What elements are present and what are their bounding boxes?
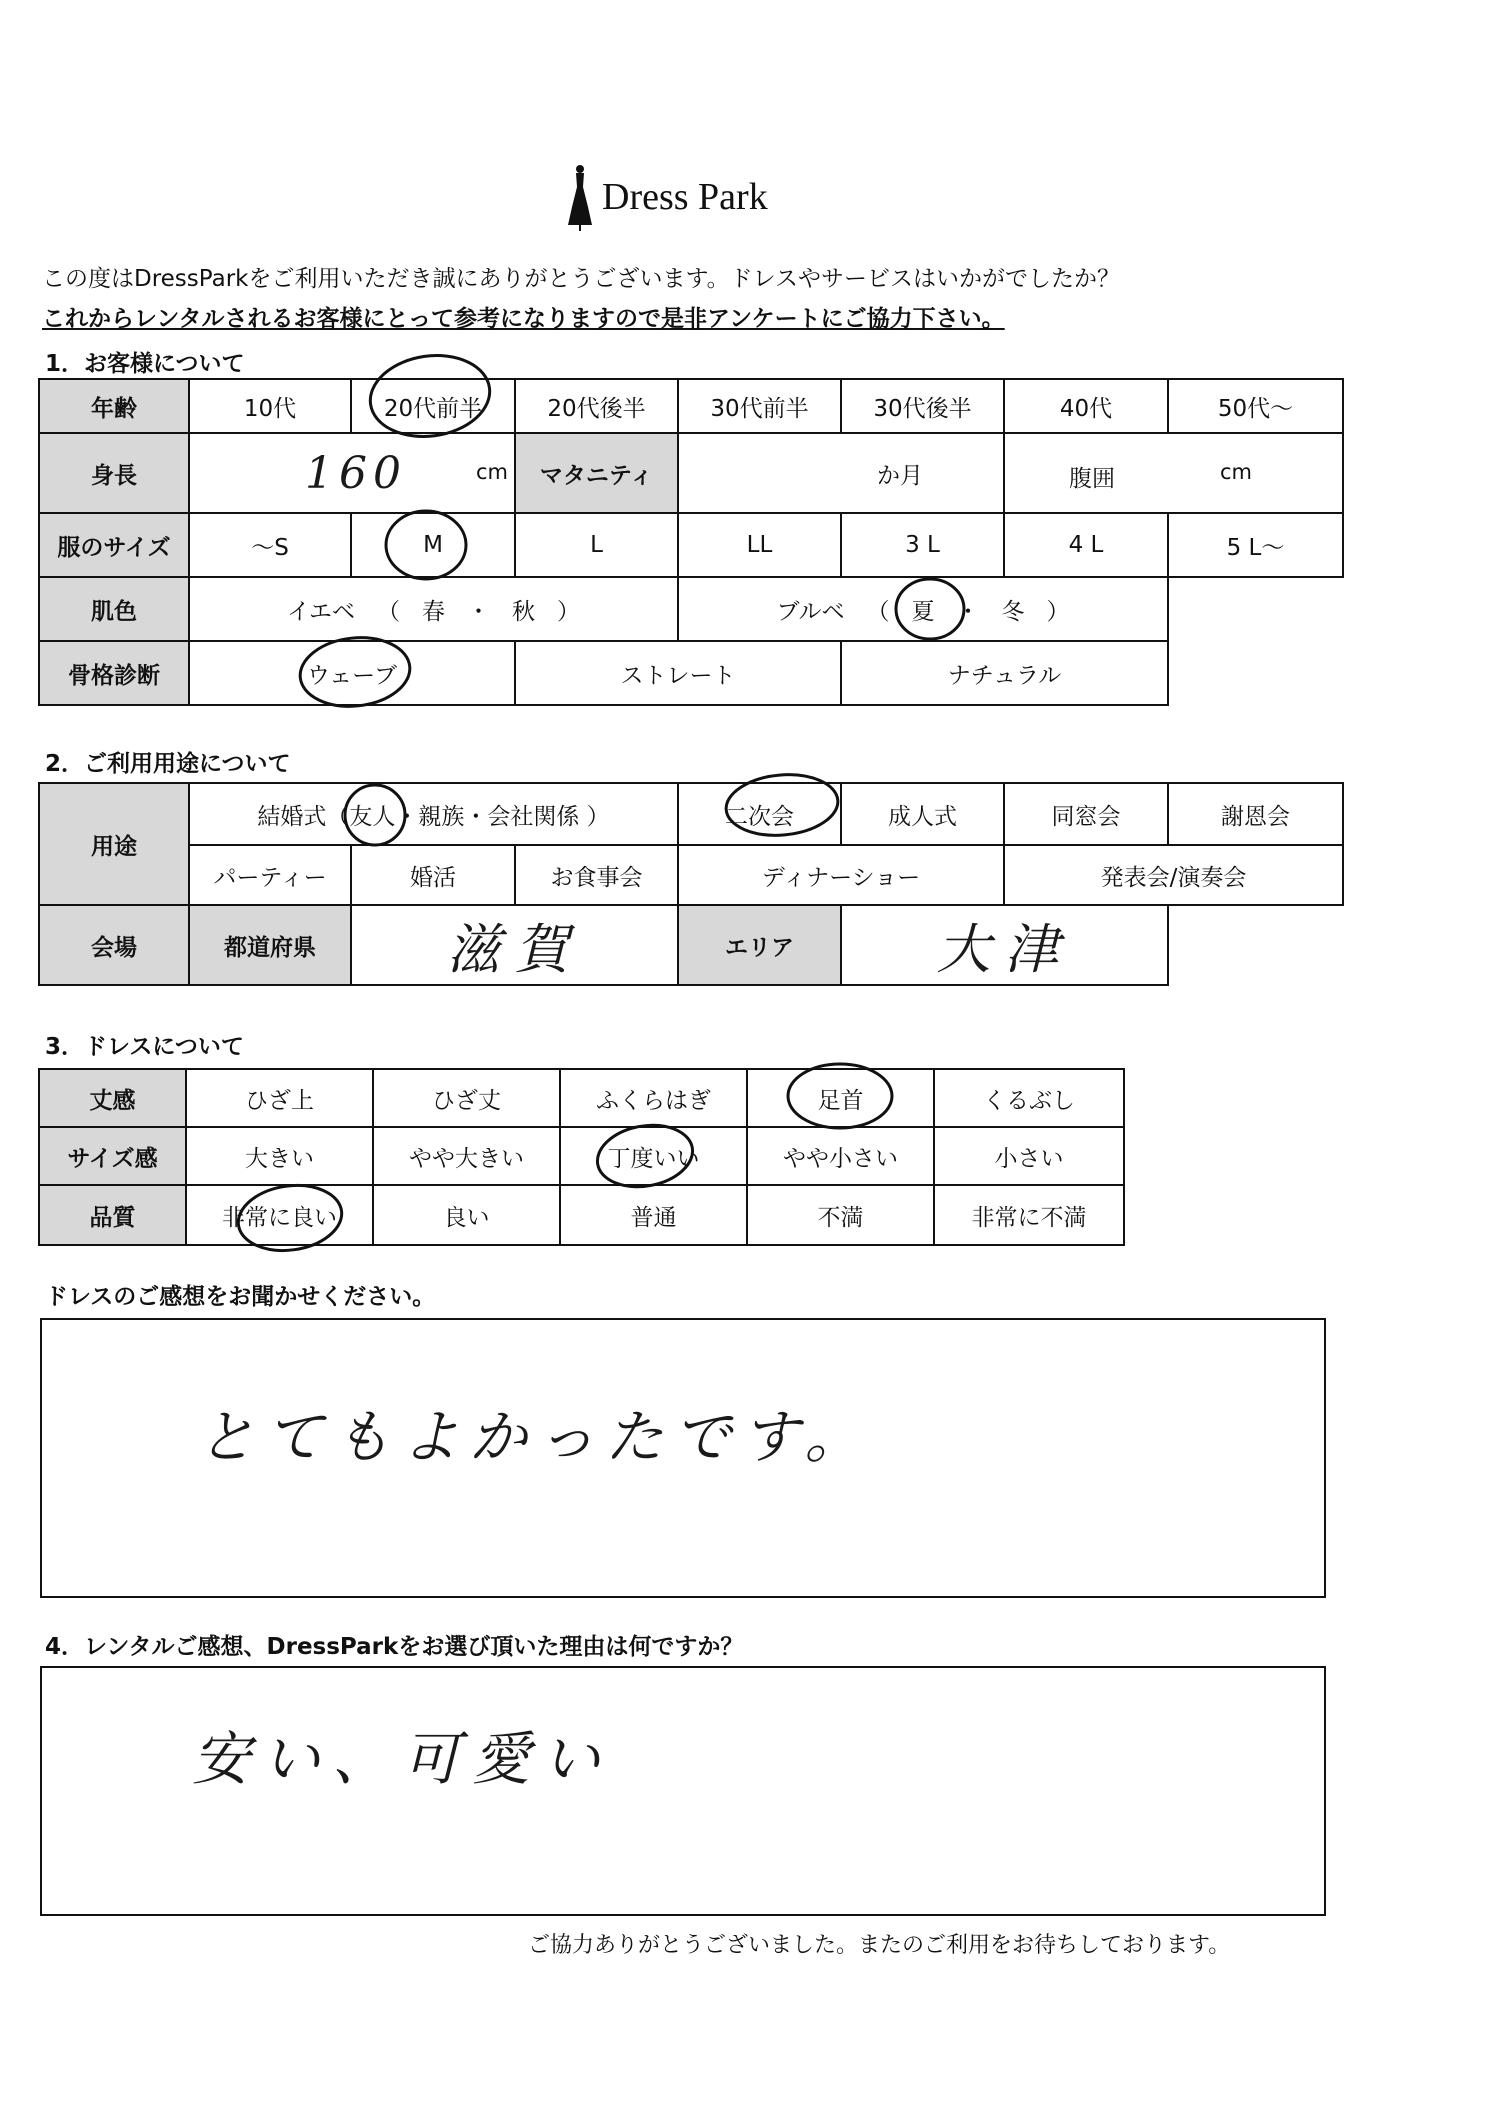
age-option[interactable]: 50代～ [1168,379,1343,433]
wedding-cell[interactable] [189,783,678,845]
intro-line-2: これからレンタルされるお客様にとって参考になりますので是非アンケートにご協力下さい。 [42,306,1005,332]
fit-row [39,1127,1124,1185]
length-label: 丈感 [39,1069,186,1127]
purpose-option[interactable]: 同窓会 [1004,783,1168,845]
dress-icon [566,163,594,233]
quality-option[interactable]: 非常に不満 [934,1185,1124,1245]
wedding-prefix: 結婚式（ [257,803,350,830]
section-3-title: 3．ドレスについて [45,1034,244,1060]
quality-option[interactable]: 良い [373,1185,560,1245]
wedding-friend[interactable]: 友人 [349,803,396,830]
quality-label: 品質 [39,1185,186,1245]
maternity-months-field[interactable] [678,433,1004,513]
height-value: 160 [305,448,407,499]
height-field[interactable] [189,433,515,513]
venue-label: 会場 [39,905,189,985]
frame-option[interactable]: ストレート [515,641,841,705]
maternity-label: マタニティ [515,433,678,513]
length-option[interactable]: ひざ上 [186,1069,373,1127]
area-field[interactable] [841,905,1168,985]
dress-impression-box[interactable] [40,1318,1326,1598]
wedding-rest: ・親族・会社関係 ） [395,803,610,830]
height-unit: cm [475,460,508,484]
dress-impression-answer: とてもよかったです。 [197,1403,873,1471]
section-1-title: 1．お客様について [45,351,245,377]
purpose-row-1 [39,783,1343,845]
belly-unit: cm [1219,460,1252,484]
empty-cell [1168,641,1343,705]
logo-text: Dress Park [602,176,768,218]
season-separator: ・ [467,598,491,625]
prefecture-field[interactable] [351,905,678,985]
size-option[interactable]: ～S [189,513,351,577]
size-option[interactable]: 3 L [841,513,1004,577]
size-option[interactable]: L [515,513,678,577]
yellow-base-cell[interactable] [189,577,678,641]
fit-option[interactable]: やや小さい [747,1127,934,1185]
fit-option[interactable]: 小さい [934,1127,1124,1185]
quality-option[interactable]: 普通 [560,1185,747,1245]
footer-thanks: ご協力ありがとうございました。またのご利用をお待ちしております。 [528,1933,1231,1958]
section-2-title: 2．ご利用用途について [45,751,291,777]
paren-open: （ [377,598,401,625]
reason-box[interactable] [40,1666,1326,1916]
season-separator: ・ [956,598,980,625]
frame-row [39,641,1343,705]
age-option[interactable]: 20代前半 [351,379,515,433]
height-row [39,433,1343,513]
quality-row [39,1185,1124,1245]
prefecture-value: 滋賀 [446,917,583,981]
purpose-option[interactable]: 成人式 [841,783,1004,845]
belly-field[interactable] [1004,433,1343,513]
prefecture-label: 都道府県 [189,905,351,985]
month-unit: か月 [877,462,923,489]
paren-close: ） [1046,598,1070,625]
empty-cell [1168,905,1343,985]
paren-close: ） [557,598,581,625]
fit-option[interactable]: 丁度いい [560,1127,747,1185]
purpose-option[interactable]: ディナーショー [678,845,1004,905]
purpose-row-2 [39,845,1343,905]
dresspark-logo [566,163,796,233]
size-label: 服のサイズ [39,513,189,577]
paren-open: （ [866,598,890,625]
size-option[interactable]: LL [678,513,841,577]
purpose-option[interactable]: お食事会 [515,845,678,905]
size-option[interactable]: 5 L～ [1168,513,1343,577]
quality-option[interactable]: 不満 [747,1185,934,1245]
age-option[interactable]: 20代後半 [515,379,678,433]
season-summer[interactable]: 夏 [911,598,935,625]
skin-label: 肌色 [39,577,189,641]
frame-label: 骨格診断 [39,641,189,705]
season-autumn[interactable]: 秋 [512,598,536,625]
length-option[interactable]: 足首 [747,1069,934,1127]
frame-option[interactable]: ウェーブ [189,641,515,705]
venue-row [39,905,1343,985]
length-row [39,1069,1124,1127]
age-option[interactable]: 30代前半 [678,379,841,433]
purpose-option[interactable]: 謝恩会 [1168,783,1343,845]
frame-option[interactable]: ナチュラル [841,641,1168,705]
belly-label: 腹囲 [1069,466,1115,492]
length-option[interactable]: ひざ丈 [373,1069,560,1127]
age-label: 年齢 [39,379,189,433]
reason-answer: 安い、可愛い [192,1725,613,1793]
intro-line-1: この度はDressParkをご利用いただき誠にありがとうございます。ドレスやサービスはいかがでしたか？ [42,266,1120,292]
length-option[interactable]: くるぶし [934,1069,1124,1127]
purpose-option[interactable]: 婚活 [351,845,515,905]
purpose-option[interactable]: パーティー [189,845,351,905]
yellow-base-label: イエベ [286,598,356,625]
empty-cell [1168,577,1343,641]
size-option[interactable]: M [351,513,515,577]
age-row [39,379,1343,433]
section-4-question: 4．レンタルご感想、DressParkをお選び頂いた理由は何ですか？ [45,1634,744,1660]
season-spring[interactable]: 春 [422,598,446,625]
fit-label: サイズ感 [39,1127,186,1185]
fit-option[interactable]: 大きい [186,1127,373,1185]
dress-impression-question: ドレスのご感想をお聞かせください。 [45,1284,436,1310]
blue-base-label: ブルベ [776,598,845,625]
size-row [39,513,1343,577]
area-value: 大津 [936,917,1073,981]
length-option[interactable]: ふくらはぎ [560,1069,747,1127]
fit-option[interactable]: やや大きい [373,1127,560,1185]
age-option[interactable]: 30代後半 [841,379,1004,433]
purpose-label: 用途 [39,783,189,905]
purpose-table [38,782,1344,986]
purpose-option[interactable]: 二次会 [678,783,841,845]
quality-option[interactable]: 非常に良い [186,1185,373,1245]
size-option[interactable]: 4 L [1004,513,1168,577]
age-option[interactable]: 40代 [1004,379,1168,433]
height-label: 身長 [39,433,189,513]
customer-table [38,378,1344,706]
skin-row [39,577,1343,641]
age-option[interactable]: 10代 [189,379,351,433]
dress-table [38,1068,1125,1246]
purpose-option[interactable]: 発表会/演奏会 [1004,845,1343,905]
blue-base-cell[interactable] [678,577,1168,641]
season-winter[interactable]: 冬 [1001,598,1025,625]
area-label: エリア [678,905,841,985]
